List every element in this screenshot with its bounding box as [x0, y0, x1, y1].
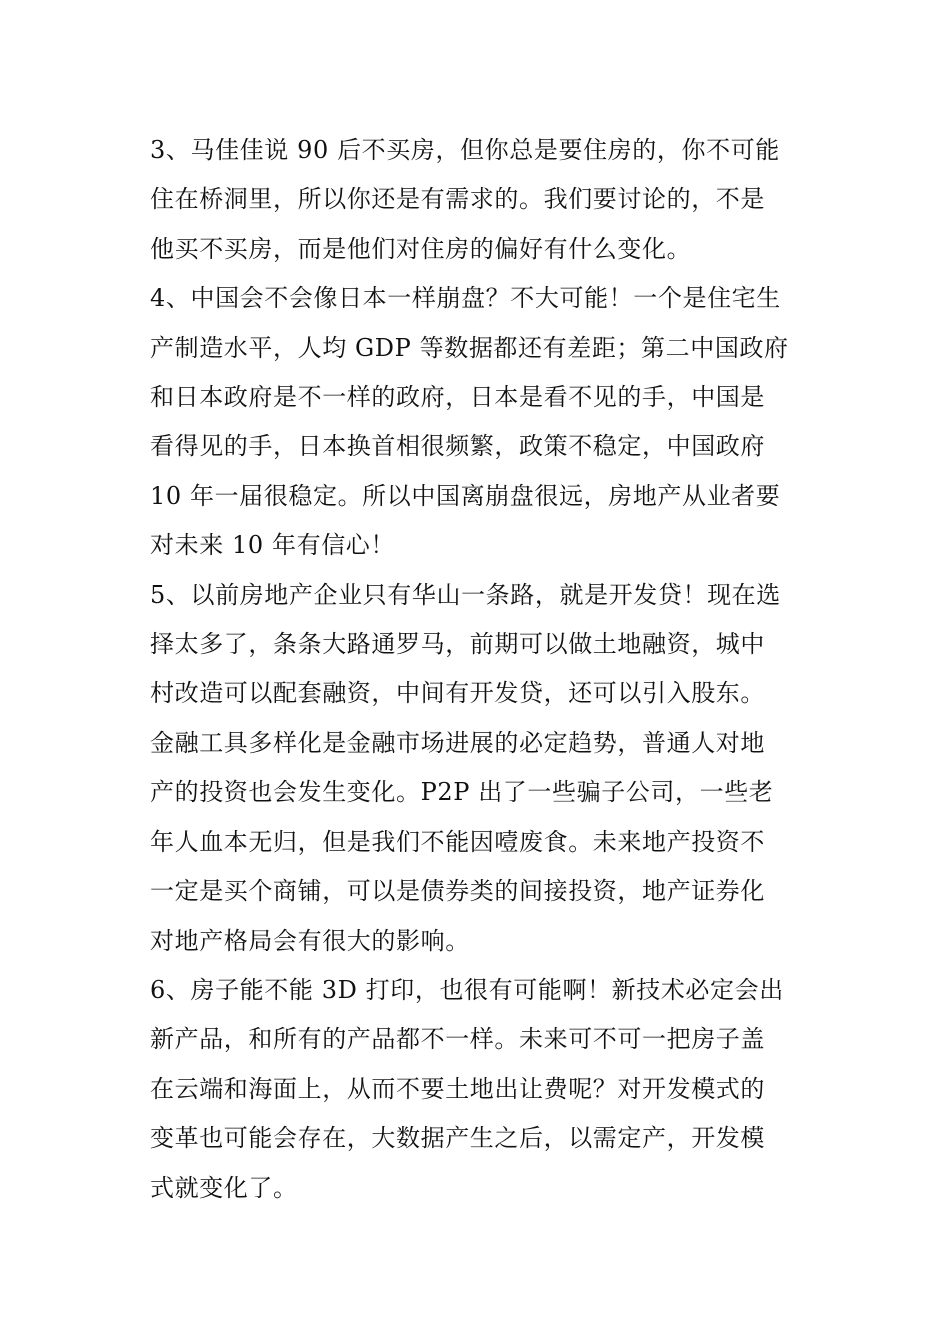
text-line: 4、中国会不会像日本一样崩盘？不大可能！一个是住宅生 — [150, 284, 781, 313]
text-line: 新产品，和所有的产品都不一样。未来可不可一把房子盖 — [150, 1025, 765, 1054]
text-line: 3、马佳佳说 90 后不买房，但你总是要住房的，你不可能 — [150, 136, 780, 164]
document-body — [150, 126, 800, 1213]
text-line: 村改造可以配套融资，中间有开发贷，还可以引入股东。 — [150, 679, 765, 708]
text-line: 对地产格局会有很大的影响。 — [150, 926, 470, 955]
text-line: 产制造水平，人均 GDP 等数据都还有差距；第二中国政府 — [150, 333, 789, 362]
text-line: 变革也可能会存在，大数据产生之后，以需定产，开发模 — [150, 1124, 765, 1153]
text-line: 式就变化了。 — [150, 1173, 298, 1202]
paragraph-4 — [150, 274, 800, 570]
text-line: 和日本政府是不一样的政府，日本是看不见的手，中国是 — [150, 383, 765, 412]
text-line: 住在桥洞里，所以你还是有需求的。我们要讨论的，不是 — [150, 185, 765, 214]
paragraph-5 — [150, 571, 800, 966]
text-line: 产的投资也会发生变化。P2P 出了一些骗子公司，一些老 — [150, 778, 774, 807]
text-line: 6、房子能不能 3D 打印，也很有可能啊！新技术必定会出 — [150, 975, 784, 1004]
text-line: 金融工具多样化是金融市场进展的必定趋势，普通人对地 — [150, 728, 765, 757]
text-line: 10 年一届很稳定。所以中国离崩盘很远，房地产从业者要 — [150, 481, 781, 510]
text-line: 5、以前房地产企业只有华山一条路，就是开发贷！现在选 — [150, 580, 781, 609]
text-line: 在云端和海面上，从而不要土地出让费呢？对开发模式的 — [150, 1074, 765, 1103]
paragraph-6 — [150, 966, 800, 1213]
text-line: 一定是买个商铺，可以是债券类的间接投资，地产证券化 — [150, 877, 765, 906]
text-line: 择太多了，条条大路通罗马，前期可以做土地融资，城中 — [150, 630, 765, 659]
text-line: 他买不买房，而是他们对住房的偏好有什么变化。 — [150, 234, 692, 263]
text-line: 看得见的手，日本换首相很频繁，政策不稳定，中国政府 — [150, 432, 765, 461]
paragraph-3 — [150, 126, 800, 274]
text-line: 年人血本无归，但是我们不能因噎废食。未来地产投资不 — [150, 827, 765, 856]
text-line: 对未来 10 年有信心！ — [150, 531, 395, 560]
